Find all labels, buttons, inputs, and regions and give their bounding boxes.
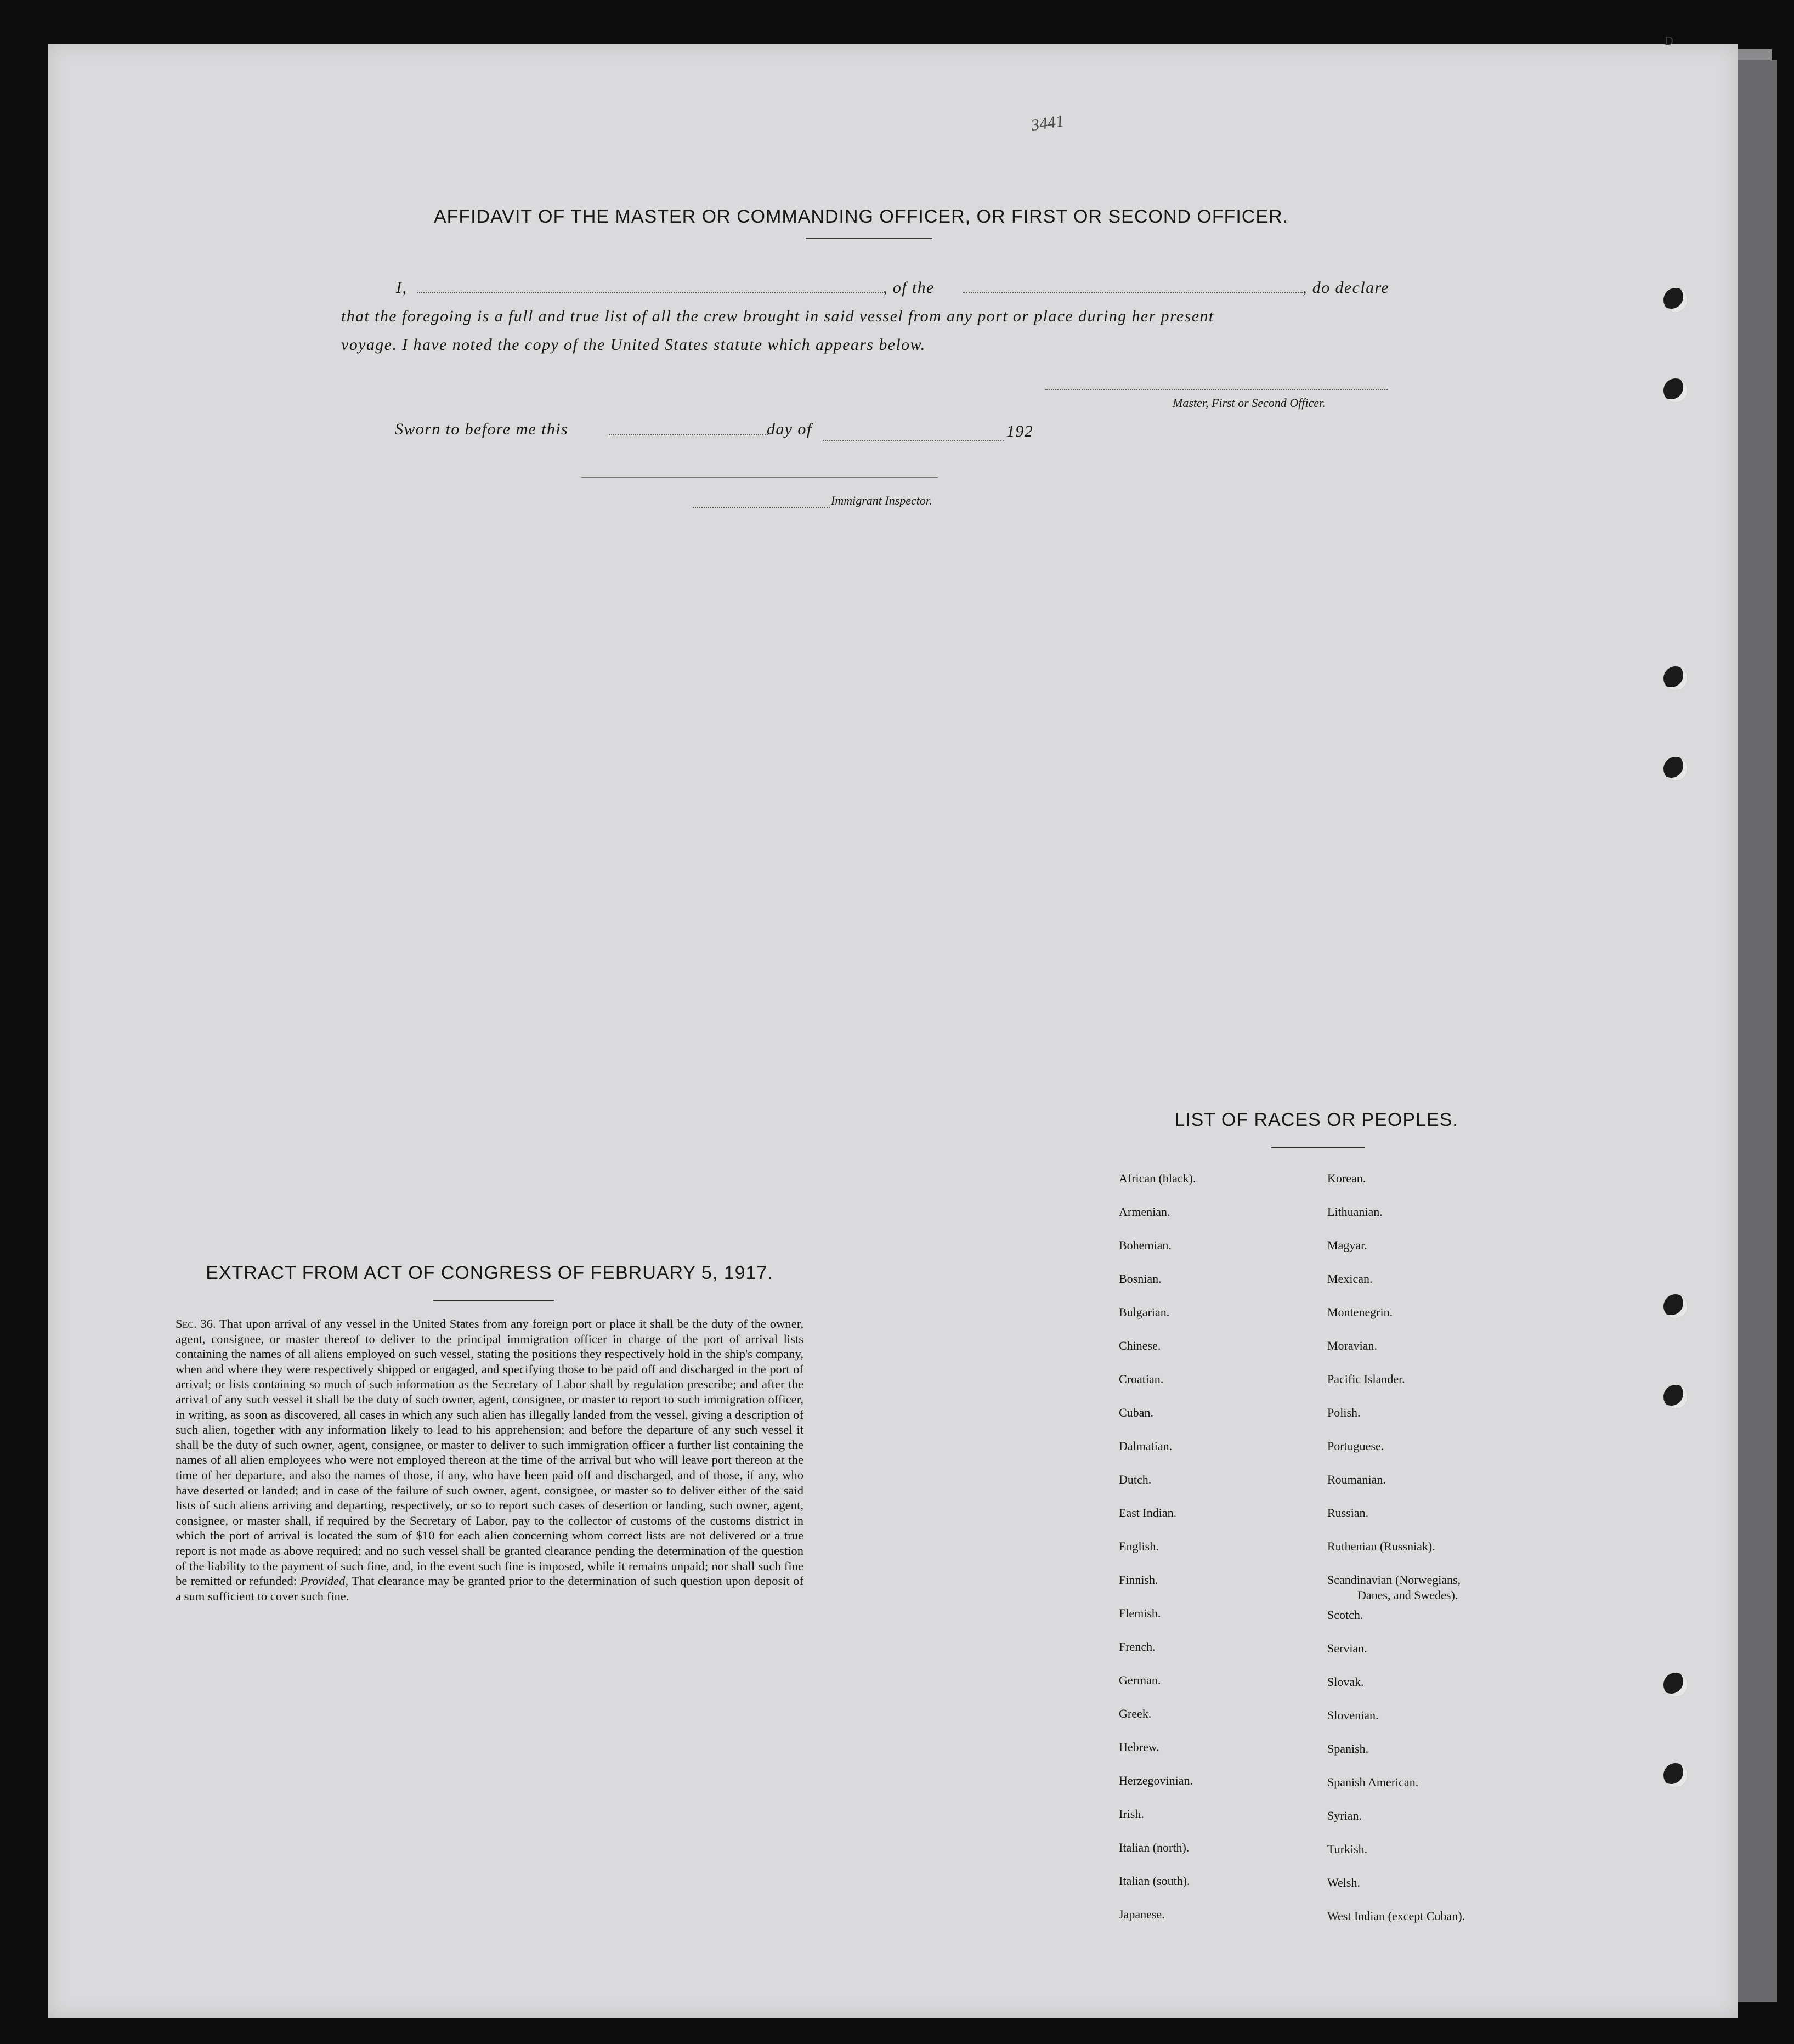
officer-signature-caption: Master, First or Second Officer. [1173, 396, 1326, 410]
race-item: Polish. [1327, 1406, 1361, 1419]
race-item: Herzegovinian. [1119, 1774, 1193, 1787]
sworn-day-label: day of [767, 420, 812, 438]
race-item: Montenegrin. [1327, 1305, 1393, 1319]
race-item-continuation: Danes, and Swedes). [1357, 1588, 1458, 1602]
race-item: Portuguese. [1327, 1439, 1384, 1453]
race-item: Moravian. [1327, 1339, 1378, 1352]
race-item: Servian. [1327, 1641, 1367, 1655]
race-item: Hebrew. [1119, 1740, 1159, 1754]
race-item: Lithuanian. [1327, 1205, 1383, 1219]
race-item: Welsh. [1327, 1876, 1360, 1889]
act-title: EXTRACT FROM ACT OF CONGRESS OF FEBRUARY 5, 1917. [206, 1262, 773, 1283]
inspector-caption: Immigrant Inspector. [831, 494, 932, 507]
act-body-b: That clearance may be granted prior to the determination of such question upon deposit of a sum sufficient to cover such fine. [176, 1574, 803, 1603]
inspector-rule [581, 477, 938, 478]
handwritten-number: 3441 [1029, 111, 1065, 135]
race-item: Scandinavian (Norwegians, [1327, 1573, 1461, 1587]
race-item: Italian (south). [1119, 1874, 1190, 1888]
race-item: German. [1119, 1673, 1161, 1687]
vessel-name-blank[interactable] [963, 292, 1303, 293]
race-item: Slovenian. [1327, 1708, 1379, 1722]
punch-hole [1663, 1385, 1688, 1409]
race-item: English. [1119, 1539, 1159, 1553]
race-item: Scotch. [1327, 1608, 1363, 1622]
race-item: Turkish. [1327, 1842, 1368, 1856]
race-item: Bulgarian. [1119, 1305, 1170, 1319]
race-item: Bohemian. [1119, 1238, 1172, 1252]
race-item: West Indian (except Cuban). [1327, 1909, 1465, 1923]
race-item: Croatian. [1119, 1372, 1164, 1386]
sworn-day-blank[interactable] [609, 434, 768, 435]
act-provided: Provided, [300, 1574, 348, 1588]
punch-hole [1663, 1673, 1688, 1697]
race-item: Greek. [1119, 1707, 1152, 1720]
master-name-blank[interactable] [417, 292, 883, 293]
punch-hole [1663, 288, 1688, 312]
race-item: Armenian. [1119, 1205, 1170, 1219]
race-item: Russian. [1327, 1506, 1369, 1520]
race-item: Flemish. [1119, 1606, 1161, 1620]
act-text [176, 1316, 803, 1604]
race-item: French. [1119, 1640, 1156, 1654]
race-item: Syrian. [1327, 1809, 1362, 1822]
race-item: Finnish. [1119, 1573, 1158, 1587]
act-title-underline [433, 1300, 554, 1301]
race-item: Irish. [1119, 1807, 1144, 1821]
sworn-label: Sworn to before me this [395, 420, 569, 438]
inspector-signature-line[interactable] [693, 507, 830, 508]
race-item: Dutch. [1119, 1473, 1152, 1486]
punch-hole [1663, 378, 1688, 403]
sworn-year: 192 [1006, 422, 1034, 440]
race-item: Magyar. [1327, 1238, 1367, 1252]
affidavit-of-label: , of the [883, 279, 935, 297]
race-item: Dalmatian. [1119, 1439, 1173, 1453]
races-title-underline [1271, 1147, 1365, 1148]
title-underline [806, 238, 932, 239]
race-item: Spanish American. [1327, 1775, 1419, 1789]
race-item: Bosnian. [1119, 1272, 1162, 1286]
sworn-month-blank[interactable] [823, 440, 1004, 441]
affidavit-text-line2: that the foregoing is a full and true list of all the crew brought in said vessel from any port or place during her present [341, 307, 1214, 325]
act-section-label: Sec. 36. [176, 1317, 216, 1330]
punch-hole [1663, 1763, 1688, 1787]
affidavit-i-label: I, [396, 279, 408, 297]
race-item: Japanese. [1119, 1907, 1165, 1921]
race-item: Korean. [1327, 1171, 1366, 1185]
races-title: LIST OF RACES OR PEOPLES. [1174, 1109, 1458, 1130]
race-item: Pacific Islander. [1327, 1372, 1405, 1386]
race-item: Spanish. [1327, 1742, 1369, 1756]
act-body-a: That upon arrival of any vessel in the United States from any foreign port or place it shall be the duty of the owner, agent, consignee, or master thereof to deliver to the principal immigration officer in charge of the port of arrival lists containing the names of all aliens employed on such vessel, stating the positions they respectively hold in the ship's company, when and where they were respectively shipped or engaged, and specifying those to be paid off and discharged in the port of arrival; or lists containing so much of such information as the Secretary of Labor shall by regulation prescribe; and after the arrival of any such vessel it shall be the duty of such owner, agent, consignee, or master to report to such immigration officer, in writing, as soon as discovered, all cases in which any such alien has illegally landed from the vessel, giving a description of such alien, together with any information likely to lead to his apprehension; and before the departure of any such vessel it shall be the duty of such owner, agent, consignee, or master to deliver to such immigration officer a further list containing the names of all alien employees who were not employed thereon at the time of the arrival but who will leave port thereon at the time of her departure, and also the names of those, if any, who have been paid off and discharged, and of those, if any, who have deserted or landed; and in case of the failure of such owner, agent, consignee, or master so to deliver either of the said lists of such aliens arriving and departing, respectively, or so to report such cases of desertion or landing, such owner, agent, consignee, or master shall, if required by the Secretary of Labor, pay to the collector of customs of the customs district in which the port of arrival is located the sum of $10 for each alien concerning whom correct lists are not delivered or a true report is not made as above required; and no such vessel shall be granted clearance pending the determination of the question of the liability to the payment of such fine, and, in the event such fine is imposed, while it remains unpaid; nor shall such fine be remitted or refunded: [176, 1317, 803, 1588]
race-item: Chinese. [1119, 1339, 1161, 1352]
race-item: Slovak. [1327, 1675, 1364, 1689]
punch-hole [1663, 666, 1688, 690]
corner-mark: D [1665, 34, 1673, 48]
race-item: Mexican. [1327, 1272, 1373, 1286]
officer-signature-line[interactable] [1045, 389, 1388, 390]
affidavit-title: AFFIDAVIT OF THE MASTER OR COMMANDING OFFICER, OR FIRST OR SECOND OFFICER. [433, 206, 1289, 227]
punch-hole [1663, 1294, 1688, 1318]
race-item: Italian (north). [1119, 1841, 1190, 1854]
race-item: African (black). [1119, 1171, 1196, 1185]
affidavit-text-line3: voyage. I have noted the copy of the United States statute which appears below. [341, 336, 926, 354]
affidavit-declare-label: , do declare [1303, 279, 1390, 297]
race-item: Roumanian. [1327, 1473, 1386, 1486]
race-item: Ruthenian (Russniak). [1327, 1539, 1435, 1553]
punch-hole [1663, 757, 1688, 781]
race-item: East Indian. [1119, 1506, 1177, 1520]
race-item: Cuban. [1119, 1406, 1153, 1419]
